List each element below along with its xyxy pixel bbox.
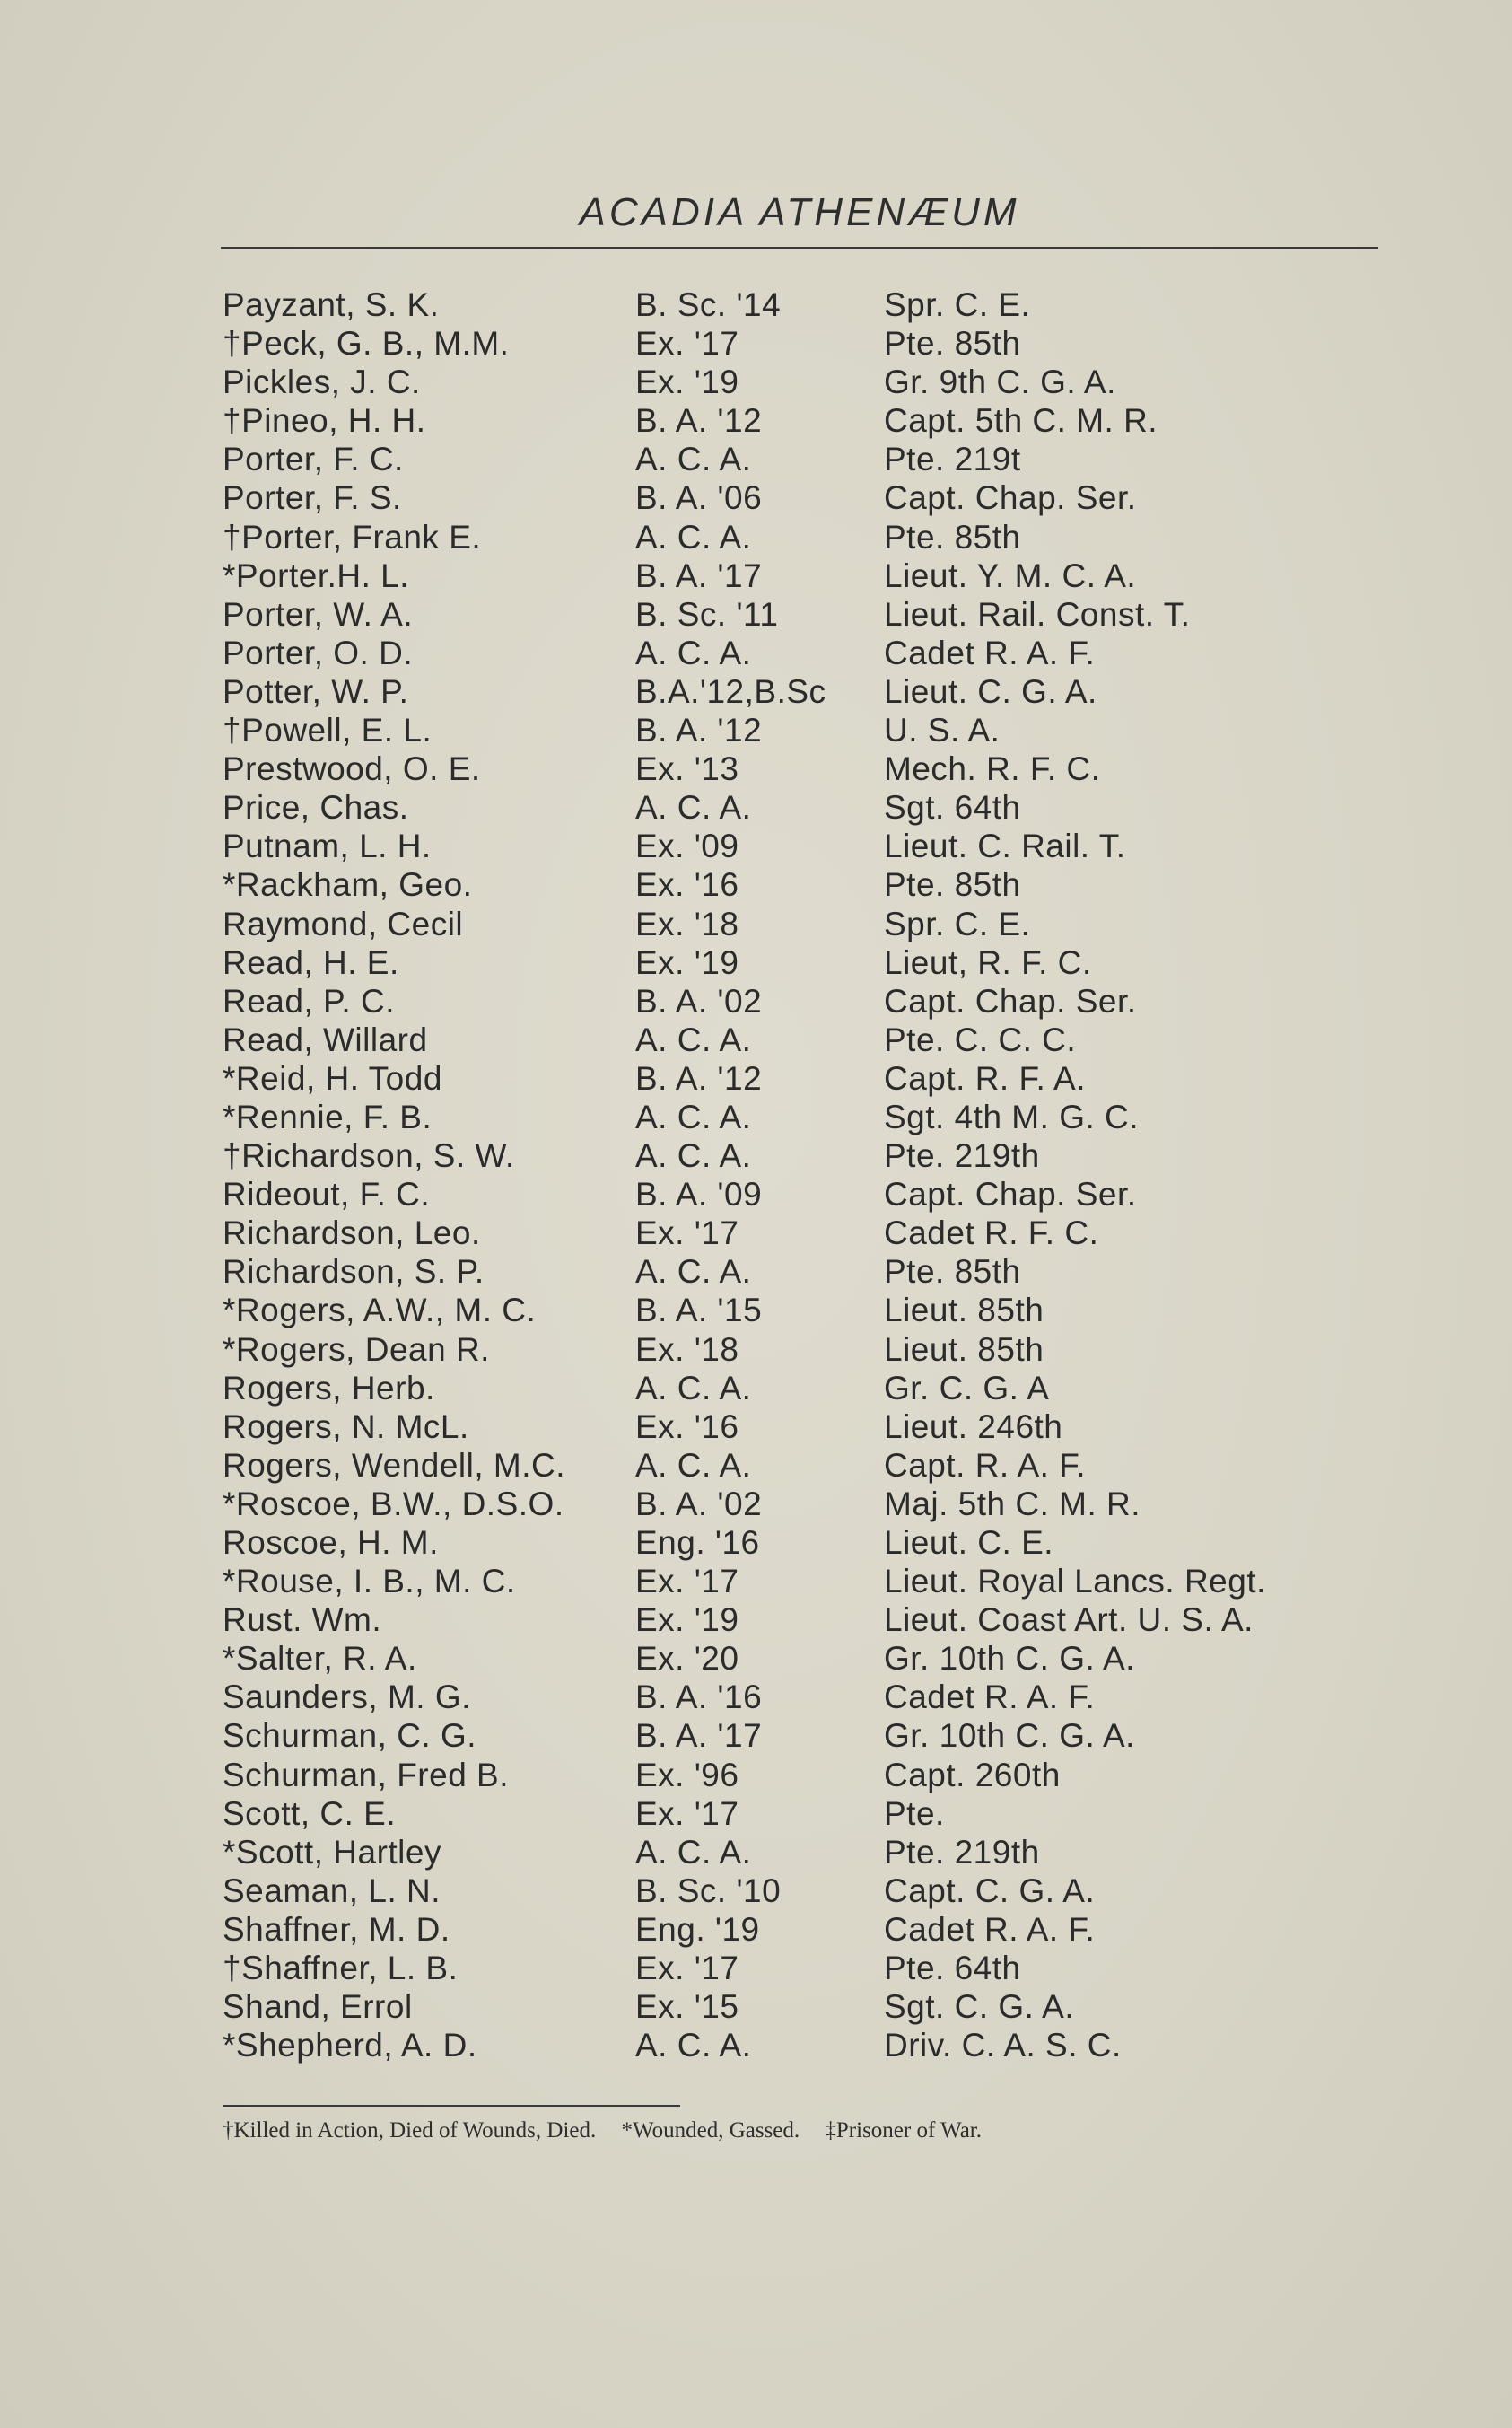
- roster-degree: Ex. '16: [635, 866, 739, 904]
- header-divider: [221, 247, 1378, 249]
- roster-name: *Shepherd, A. D.: [223, 2027, 477, 2064]
- roster-degree: Ex. '15: [635, 1988, 739, 2026]
- roster-unit: Capt. Chap. Ser.: [884, 1176, 1137, 1214]
- footnote: [223, 2118, 1299, 2143]
- roster-row: [223, 1175, 1389, 1214]
- roster-degree: A. C. A.: [635, 2027, 752, 2064]
- roster-row: [223, 557, 1389, 595]
- roster-name: Read, Willard: [223, 1021, 428, 1058]
- roster-row: [223, 1059, 1389, 1098]
- roster-name: *Rackham, Geo.: [223, 866, 473, 904]
- roster-unit: Capt. R. A. F.: [884, 1446, 1086, 1484]
- roster-unit: Maj. 5th C. M. R.: [884, 1485, 1141, 1522]
- roster-row: [223, 1833, 1389, 1871]
- roster-degree: Ex. '20: [635, 1640, 739, 1678]
- roster-row: [223, 518, 1389, 557]
- roster-degree: Ex. '09: [635, 828, 739, 865]
- roster-unit: Gr. 10th C. G. A.: [884, 1640, 1135, 1678]
- roster-unit: Pte.: [884, 1794, 945, 1832]
- roster-degree: Ex. '18: [635, 1330, 739, 1368]
- roster-name: Porter, F. C.: [223, 441, 404, 478]
- roster-name: Saunders, M. G.: [223, 1679, 471, 1716]
- roster-name: †Richardson, S. W.: [223, 1137, 515, 1175]
- roster-name: Seaman, L. N.: [223, 1871, 441, 1909]
- roster-degree: A. C. A.: [635, 1021, 752, 1058]
- roster-name: Rideout, F. C.: [223, 1176, 431, 1214]
- roster-unit: Capt. Chap. Ser.: [884, 982, 1137, 1020]
- roster-row: [223, 478, 1389, 517]
- roster-list: [223, 285, 1389, 2064]
- roster-unit: Cadet R. A. F.: [884, 634, 1096, 671]
- roster-row: [223, 905, 1389, 943]
- roster-name: *Roscoe, B.W., D.S.O.: [223, 1485, 564, 1522]
- roster-degree: A. C. A.: [635, 1137, 752, 1175]
- roster-name: *Rouse, I. B., M. C.: [223, 1563, 516, 1600]
- footnote-prisoner: ‡Prisoner of War.: [825, 2118, 982, 2143]
- roster-degree: B. A. '09: [635, 1176, 763, 1214]
- roster-unit: Pte. C. C. C.: [884, 1021, 1077, 1058]
- roster-row: [223, 595, 1389, 634]
- roster-name: *Rennie, F. B.: [223, 1098, 433, 1135]
- roster-name: †Peck, G. B., M.M.: [223, 325, 510, 363]
- roster-degree: Ex. '96: [635, 1756, 739, 1793]
- roster-row: [223, 827, 1389, 865]
- roster-degree: B. A. '02: [635, 982, 763, 1020]
- roster-degree: Ex. '19: [635, 943, 739, 981]
- roster-row: [223, 363, 1389, 401]
- roster-name: Prestwood, O. E.: [223, 750, 481, 788]
- roster-name: *Rogers, A.W., M. C.: [223, 1292, 537, 1329]
- roster-unit: Gr. 9th C. G. A.: [884, 364, 1116, 401]
- roster-unit: U. S. A.: [884, 712, 1001, 749]
- roster-degree: A. C. A.: [635, 789, 752, 827]
- roster-degree: Ex. '19: [635, 1601, 739, 1639]
- roster-unit: Capt. 260th: [884, 1756, 1061, 1793]
- roster-unit: Lieut. Coast Art. U. S. A.: [884, 1601, 1254, 1639]
- roster-name: †Porter, Frank E.: [223, 518, 482, 556]
- roster-unit: Pte. 85th: [884, 1253, 1021, 1291]
- roster-row: [223, 285, 1389, 324]
- roster-row: [223, 1407, 1389, 1446]
- roster-degree: Ex. '19: [635, 364, 739, 401]
- roster-name: Rust. Wm.: [223, 1601, 382, 1639]
- roster-unit: Pte. 219th: [884, 1833, 1040, 1871]
- roster-row: [223, 865, 1389, 904]
- roster-name: *Porter.H. L.: [223, 557, 410, 594]
- roster-unit: Lieut. Royal Lancs. Regt.: [884, 1563, 1266, 1600]
- roster-row: [223, 1523, 1389, 1562]
- roster-unit: Driv. C. A. S. C.: [884, 2027, 1122, 2064]
- roster-unit: Spr. C. E.: [884, 905, 1031, 942]
- roster-unit: Spr. C. E.: [884, 286, 1031, 323]
- roster-row: [223, 1330, 1389, 1369]
- roster-name: Read, P. C.: [223, 982, 395, 1020]
- roster-degree: B.A.'12,B.Sc: [635, 672, 826, 710]
- roster-degree: Ex. '17: [635, 1214, 739, 1252]
- roster-degree: Eng. '16: [635, 1524, 760, 1561]
- roster-unit: Lieut, R. F. C.: [884, 943, 1092, 981]
- roster-degree: B. Sc. '14: [635, 286, 782, 323]
- roster-name: *Rogers, Dean R.: [223, 1330, 490, 1368]
- roster-row: [223, 1910, 1389, 1949]
- roster-unit: Pte. 85th: [884, 518, 1021, 556]
- roster-row: [223, 1136, 1389, 1175]
- roster-degree: A. C. A.: [635, 441, 752, 478]
- roster-row: [223, 1369, 1389, 1407]
- roster-name: Schurman, C. G.: [223, 1717, 477, 1755]
- roster-unit: Lieut. C. G. A.: [884, 672, 1097, 710]
- roster-row: [223, 1678, 1389, 1716]
- roster-degree: A. C. A.: [635, 1369, 752, 1407]
- roster-row: [223, 2026, 1389, 2064]
- roster-row: [223, 1214, 1389, 1252]
- roster-row: [223, 1021, 1389, 1059]
- roster-degree: B. A. '17: [635, 557, 763, 594]
- roster-name: Porter, O. D.: [223, 634, 414, 671]
- roster-degree: Ex. '13: [635, 750, 739, 788]
- roster-row: [223, 1485, 1389, 1523]
- roster-degree: B. A. '12: [635, 712, 763, 749]
- roster-degree: Ex. '17: [635, 1794, 739, 1832]
- roster-unit: Gr. 10th C. G. A.: [884, 1717, 1135, 1755]
- roster-row: [223, 1794, 1389, 1833]
- roster-unit: Mech. R. F. C.: [884, 750, 1101, 788]
- roster-name: Rogers, Herb.: [223, 1369, 435, 1407]
- roster-degree: B. Sc. '10: [635, 1871, 782, 1909]
- roster-degree: B. Sc. '11: [635, 595, 779, 633]
- roster-unit: Gr. C. G. A: [884, 1369, 1050, 1407]
- page-header-title: ACADIA ATHENÆUM: [579, 190, 1020, 234]
- roster-degree: Eng. '19: [635, 1910, 760, 1948]
- roster-row: [223, 1639, 1389, 1678]
- footnote-wounded: *Wounded, Gassed.: [621, 2118, 800, 2143]
- roster-row: [223, 1291, 1389, 1329]
- roster-degree: B. A. '02: [635, 1485, 763, 1522]
- roster-row: [223, 1716, 1389, 1755]
- roster-degree: A. C. A.: [635, 1833, 752, 1871]
- roster-unit: Lieut. Rail. Const. T.: [884, 595, 1191, 633]
- roster-degree: A. C. A.: [635, 634, 752, 671]
- roster-name: *Salter, R. A.: [223, 1640, 417, 1678]
- roster-name: Shaffner, M. D.: [223, 1910, 450, 1948]
- roster-degree: Ex. '18: [635, 905, 739, 942]
- roster-name: Payzant, S. K.: [223, 286, 440, 323]
- roster-row: [223, 1446, 1389, 1485]
- roster-degree: A. C. A.: [635, 1253, 752, 1291]
- roster-row: [223, 1756, 1389, 1794]
- roster-unit: Lieut. C. E.: [884, 1524, 1054, 1561]
- roster-unit: Cadet R. A. F.: [884, 1679, 1096, 1716]
- roster-row: [223, 982, 1389, 1021]
- roster-unit: Lieut. 85th: [884, 1292, 1044, 1329]
- roster-degree: B. A. '17: [635, 1717, 763, 1755]
- roster-unit: Pte. 85th: [884, 325, 1021, 363]
- roster-unit: Cadet R. F. C.: [884, 1214, 1099, 1252]
- roster-unit: Lieut. 85th: [884, 1330, 1044, 1368]
- roster-name: †Powell, E. L.: [223, 712, 433, 749]
- roster-unit: Cadet R. A. F.: [884, 1910, 1096, 1948]
- roster-row: [223, 749, 1389, 788]
- roster-degree: Ex. '17: [635, 1950, 739, 1987]
- roster-unit: Capt. C. G. A.: [884, 1871, 1096, 1909]
- roster-unit: Capt. R. F. A.: [884, 1059, 1086, 1097]
- roster-name: Read, H. E.: [223, 943, 399, 981]
- roster-name: *Reid, H. Todd: [223, 1059, 442, 1097]
- roster-degree: A. C. A.: [635, 1446, 752, 1484]
- roster-degree: B. A. '15: [635, 1292, 763, 1329]
- footnote-killed: †Killed in Action, Died of Wounds, Died.: [223, 2118, 597, 2143]
- roster-degree: B. A. '16: [635, 1679, 763, 1716]
- roster-row: [223, 1949, 1389, 1987]
- roster-row: [223, 788, 1389, 827]
- roster-name: Rogers, N. McL.: [223, 1407, 469, 1445]
- roster-name: Scott, C. E.: [223, 1794, 397, 1832]
- roster-name: Porter, F. S.: [223, 479, 402, 517]
- roster-name: *Scott, Hartley: [223, 1833, 441, 1871]
- roster-name: Pickles, J. C.: [223, 364, 421, 401]
- roster-unit: Pte. 219th: [884, 1137, 1040, 1175]
- roster-name: Shand, Errol: [223, 1988, 413, 2026]
- roster-degree: B. A. '12: [635, 402, 763, 440]
- roster-row: [223, 1600, 1389, 1639]
- roster-row: [223, 711, 1389, 749]
- roster-degree: A. C. A.: [635, 1098, 752, 1135]
- roster-unit: Pte. 219t: [884, 441, 1021, 478]
- roster-row: [223, 1987, 1389, 2026]
- roster-unit: Pte. 64th: [884, 1950, 1021, 1987]
- roster-name: Putnam, L. H.: [223, 828, 432, 865]
- roster-name: †Pineo, H. H.: [223, 402, 426, 440]
- roster-unit: Lieut. 246th: [884, 1407, 1063, 1445]
- roster-degree: Ex. '17: [635, 325, 739, 363]
- roster-name: Potter, W. P.: [223, 672, 409, 710]
- roster-row: [223, 943, 1389, 982]
- roster-unit: Sgt. 64th: [884, 789, 1021, 827]
- roster-degree: B. A. '06: [635, 479, 763, 517]
- roster-unit: Lieut. Y. M. C. A.: [884, 557, 1137, 594]
- roster-name: †Shaffner, L. B.: [223, 1950, 459, 1987]
- roster-row: [223, 324, 1389, 363]
- roster-degree: A. C. A.: [635, 518, 752, 556]
- roster-name: Raymond, Cecil: [223, 905, 464, 942]
- roster-unit: Lieut. C. Rail. T.: [884, 828, 1126, 865]
- roster-row: [223, 401, 1389, 440]
- roster-row: [223, 440, 1389, 478]
- roster-name: Schurman, Fred B.: [223, 1756, 510, 1793]
- roster-unit: Pte. 85th: [884, 866, 1021, 904]
- roster-row: [223, 1562, 1389, 1600]
- roster-unit: Capt. 5th C. M. R.: [884, 402, 1158, 440]
- roster-name: Richardson, Leo.: [223, 1214, 481, 1252]
- roster-name: Price, Chas.: [223, 789, 409, 827]
- roster-row: [223, 634, 1389, 672]
- roster-row: [223, 1252, 1389, 1291]
- roster-row: [223, 1098, 1389, 1136]
- roster-unit: Sgt. C. G. A.: [884, 1988, 1075, 2026]
- roster-name: Porter, W. A.: [223, 595, 414, 633]
- roster-degree: Ex. '16: [635, 1407, 739, 1445]
- footnote-divider: [223, 2105, 680, 2107]
- roster-unit: Sgt. 4th M. G. C.: [884, 1098, 1140, 1135]
- roster-row: [223, 672, 1389, 711]
- roster-name: Rogers, Wendell, M.C.: [223, 1446, 565, 1484]
- roster-unit: Capt. Chap. Ser.: [884, 479, 1137, 517]
- roster-row: [223, 1871, 1389, 1910]
- roster-name: Richardson, S. P.: [223, 1253, 485, 1291]
- roster-name: Roscoe, H. M.: [223, 1524, 439, 1561]
- roster-degree: B. A. '12: [635, 1059, 763, 1097]
- roster-degree: Ex. '17: [635, 1563, 739, 1600]
